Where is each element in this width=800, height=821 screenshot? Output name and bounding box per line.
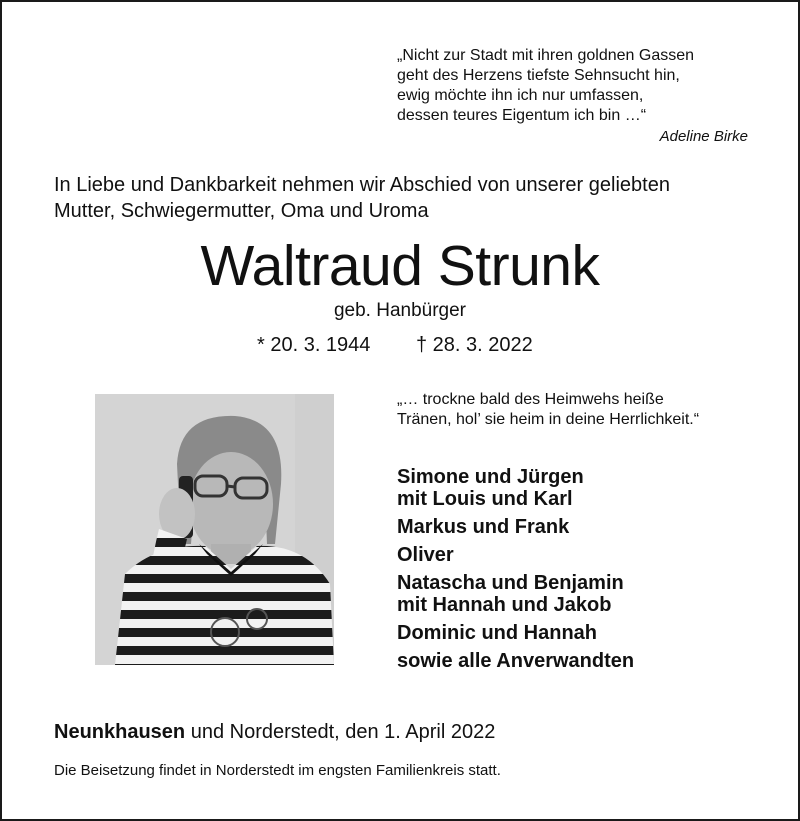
family-line: Markus und Frank	[397, 516, 570, 538]
family-line: sowie alle Anverwandten	[397, 650, 635, 672]
death-date: † 28. 3. 2022	[416, 334, 533, 356]
intro-line: Mutter, Schwiegermutter, Oma und Uroma	[54, 200, 429, 222]
family-line: mit Hannah und Jakob	[397, 594, 612, 616]
top-quote-line: geht des Herzens tiefste Sehnsucht hin,	[397, 67, 680, 84]
middle-quote-line: „… trockne bald des Heimwehs heiße	[397, 391, 664, 408]
top-quote	[397, 46, 694, 126]
place-name: Neunkhausen	[54, 721, 186, 743]
birth-date: * 20. 3. 1944	[257, 334, 371, 356]
family-line: mit Louis und Karl	[397, 488, 573, 510]
family-line: Oliver	[397, 544, 454, 566]
family-line: Natascha und Benjamin	[397, 572, 624, 594]
deceased-name: Waltraud Strunk	[200, 234, 600, 298]
top-quote-line: dessen teures Eigentum ich bin …“	[397, 107, 647, 124]
family-member	[397, 650, 634, 672]
family-member	[397, 544, 634, 566]
family-member	[397, 466, 634, 510]
family-member	[397, 516, 634, 538]
family-member	[397, 622, 634, 644]
middle-quote	[397, 390, 699, 430]
middle-quote-line: Tränen, hol’ sie heim in deine Herrlichkeit.“	[397, 411, 700, 428]
quote-author: Adeline Birke	[659, 128, 748, 145]
family-member	[397, 572, 634, 616]
top-quote-line: „Nicht zur Stadt mit ihren goldnen Gassen	[397, 47, 695, 64]
intro-line: In Liebe und Dankbarkeit nehmen wir Abschied von unserer geliebten	[54, 174, 670, 196]
portrait-illustration	[95, 394, 334, 665]
top-quote-line: ewig möchte ihn ich nur umfassen,	[397, 87, 644, 104]
family-line: Simone und Jürgen	[397, 466, 584, 488]
maiden-name: geb. Hanbürger	[333, 300, 467, 321]
place-date-rest: und Norderstedt, den 1. April 2022	[185, 721, 496, 743]
portrait-photo	[95, 394, 334, 665]
place-and-date	[54, 721, 495, 744]
intro-text	[54, 172, 670, 224]
family-line: Dominic und Hannah	[397, 622, 597, 644]
life-dates	[257, 334, 533, 357]
family-list	[397, 466, 634, 678]
burial-notice: Die Beisetzung findet in Norderstedt im engsten Familienkreis statt.	[54, 762, 501, 779]
